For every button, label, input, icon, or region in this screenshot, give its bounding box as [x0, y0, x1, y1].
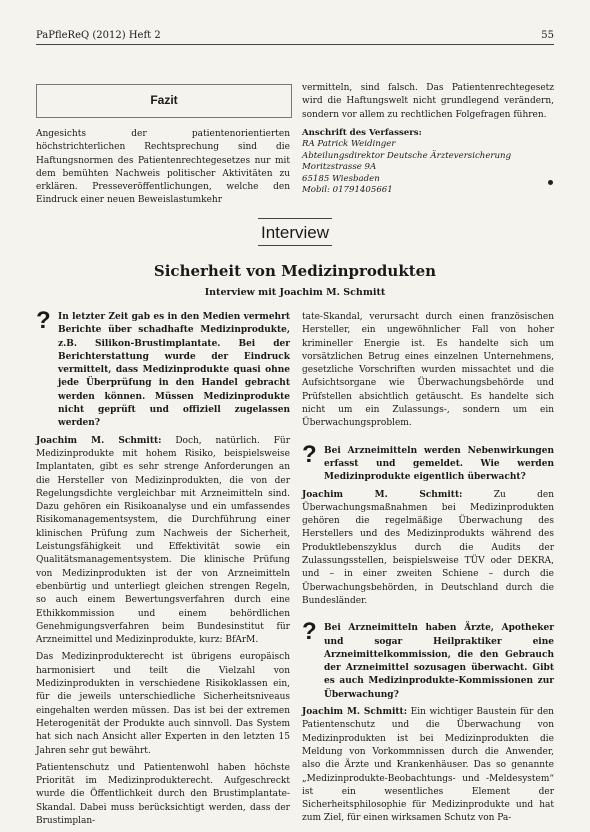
- section-rule-bottom: [258, 245, 332, 246]
- fazit-title: Fazit: [150, 93, 178, 107]
- author-street: Moritzstrasse 9A: [302, 162, 377, 173]
- article-subtitle: Interview mit Joachim M. Schmitt: [204, 287, 386, 298]
- question-3-text: Bei Arzneimitteln haben Ärzte, Apotheker und sogar Heilpraktiker eine Arzneimittelkommission, die den Gebrauch der Arzneimittel sozusagen überwacht. Gibt es auch Medizinprodukte-Kommissionen zur Überwachung?: [324, 623, 554, 700]
- answer-2: [302, 489, 554, 609]
- answer-3-speaker: Joachim M. Schmitt:: [302, 707, 408, 718]
- fazit-continuation-column: [302, 82, 554, 126]
- question-mark-icon: ?: [302, 618, 317, 646]
- fazit-paragraph: Angesichts der patientenorientierten höchstrichterlichen Rechtsprechung sind die Haftungsnormen des Patientenrechtegesetzes nur mit dem bemühten Nachweis politischer Aktivitäten zu erklären. Presseveröffentlichungen, welche den Eindruck einer neuen Beweislastumkehr: [36, 129, 290, 206]
- section-title: Interview: [260, 223, 330, 242]
- question-3: [302, 618, 554, 702]
- author-heading: Anschrift des Verfassers:: [302, 128, 422, 138]
- author-role: Abteilungsdirektor Deutsche Ärzteversicherung: [302, 150, 512, 161]
- author-name: RA Patrick Weidinger: [302, 139, 396, 150]
- fazit-continuation: vermitteln, sind falsch. Das Patientenrechtegesetz wird die Haftungswelt nicht grundlegend verändern, sondern vor allem zu rechtlichen Folgefragen führen.: [302, 83, 554, 120]
- answer-1-paragraph-3: Patientenschutz und Patientenwohl haben höchste Priorität im Medizinprodukterecht. Aufgeschreckt wurde die Öffentlichkeit durch den Brustimplantate-Skandal. Dabei muss berücksichtigt werden, dass der Brustimplan-: [36, 762, 290, 826]
- journal-name: PaPfleReQ (2012) Heft 2: [36, 30, 161, 41]
- question-2: [302, 440, 554, 485]
- page-header: [36, 30, 554, 45]
- answer-1-continuation: tate-Skandal, verursacht durch einen französischen Hersteller, ein ungewöhnlicher Fall von hoher krimineller Energie ist. Es handelte sich um vorsätzlichen Betrug eines einzelnen Unternehmens, gesetzliche Vorschriften wurden missachtet und die Aufsichtsorgane wie Überwachungsbehörde und Prüfstellen absichtlich getäuscht. Es handelte sich nicht um ein Zulassungs-, sondern um ein Überwachungsproblem.: [302, 312, 554, 429]
- answer-2-text: Zu den Überwachungsmaßnahmen bei Medizinprodukten gehören die regelmäßige Überwachung des Herstellers und des Medizinprodukts während des Produktlebenszyklus durch die Audits der Zulassungsstellen, beispielsweise TÜV oder DEKRA, und – in einer zweiten Schiene – durch die Überwachungsbehörden, in Deutschland durch die Bundesländer.: [302, 489, 554, 606]
- section-rule-top: [258, 218, 332, 219]
- author-mobile: Mobil: 01791405661: [302, 185, 393, 196]
- answer-1-paragraph-2: Das Medizinprodukterecht ist übrigens europäisch harmonisiert und teilt die Vielzahl von Medizinprodukten in verschiedene Risikoklassen ein, für die jeweils unterschiedliche Sicherheitsniveaus eingehalten werden müssen. Das ist bei der extremen Heterogenität der Produkte auch sinnvoll. Das System hat sich nach Ansicht aller Experten in den letzten 15 Jahren sehr gut bewährt.: [36, 652, 290, 756]
- answer-3: [302, 706, 554, 826]
- end-of-article-dot: [548, 180, 553, 185]
- answer-3-text: Ein wichtiger Baustein für den Patientenschutz und die Überwachung von Medizinprodukten ist bei Medizinprodukten die Meldung von Vorkommnissen durch die Anwender, also die Ärzte und Krankenhäuser. Das so genannte „Medizinprodukte-Beobachtungs- und -Meldesystem“ ist ein wesentliches Element der Sicherheitsphilosophie für Medizinprodukte und hat zum Ziel, für einen wirksamen Schutz von Pa-: [302, 707, 554, 824]
- answer-1-text: Doch, natürlich. Für Medizinprodukte mit hohem Risiko, beispielsweise Implantaten, gibt es sehr strenge Anforderungen an die Hersteller von Medizinprodukten, die von der Regelungsdichte vergleichbar mit Arzneimitteln sind. Dazu gehören ein Risikoanalyse und ein umfassendes Risikomanagementsystem, die Durchführung einer klinischen Prüfung zum Nachweis der Sicherheit, Leistungsfähigkeit und Effektivität sowie ein Qualitätsmanagementsystem. Die klinische Prüfung von Medizinprodukten ist der von Arzneimitteln ebenbürtig und unterliegt gleichen strengen Regeln, so auch einem Bewertungsverfahren durch eine Ethikkommission und einem behördlichen Genehmigungsverfahren beim Bundesinstitut für Arzneimittel und Medizinprodukte, kurz: BfArM.: [36, 435, 290, 646]
- page-number: 55: [541, 30, 554, 41]
- question-2-text: Bei Arzneimitteln werden Nebenwirkungen erfasst und gemeldet. Wie werden Medizinprodukte eigentlich überwacht?: [324, 445, 554, 483]
- answer-1-speaker: Joachim M. Schmitt:: [36, 435, 162, 446]
- fazit-text-column: [36, 128, 290, 212]
- author-address-block: [302, 128, 554, 196]
- question-mark-icon: ?: [36, 307, 51, 334]
- author-city: 65185 Wiesbaden: [302, 173, 380, 184]
- answer-1: [36, 435, 290, 648]
- question-mark-icon: ?: [302, 440, 317, 468]
- article-title: Sicherheit von Medizinprodukten: [153, 262, 437, 280]
- answer-2-speaker: Joachim M. Schmitt:: [302, 489, 463, 500]
- interview-left-column: [36, 307, 290, 832]
- question-1: [36, 307, 290, 431]
- fazit-box: [36, 84, 292, 118]
- interview-right-column: [302, 311, 554, 830]
- question-1-text: In letzter Zeit gab es in den Medien vermehrt Berichte über schadhafte Medizinprodukte, z.B. Silikon-Brustimplantate. Bei der Berichterstattung wurde der Eindruck vermittelt, dass Medizinprodukte quasi ohne jede Überprüfung in den Handel gebracht werden können. Müssen Medizinprodukte nicht geprüft und offiziell zugelassen werden?: [58, 312, 290, 429]
